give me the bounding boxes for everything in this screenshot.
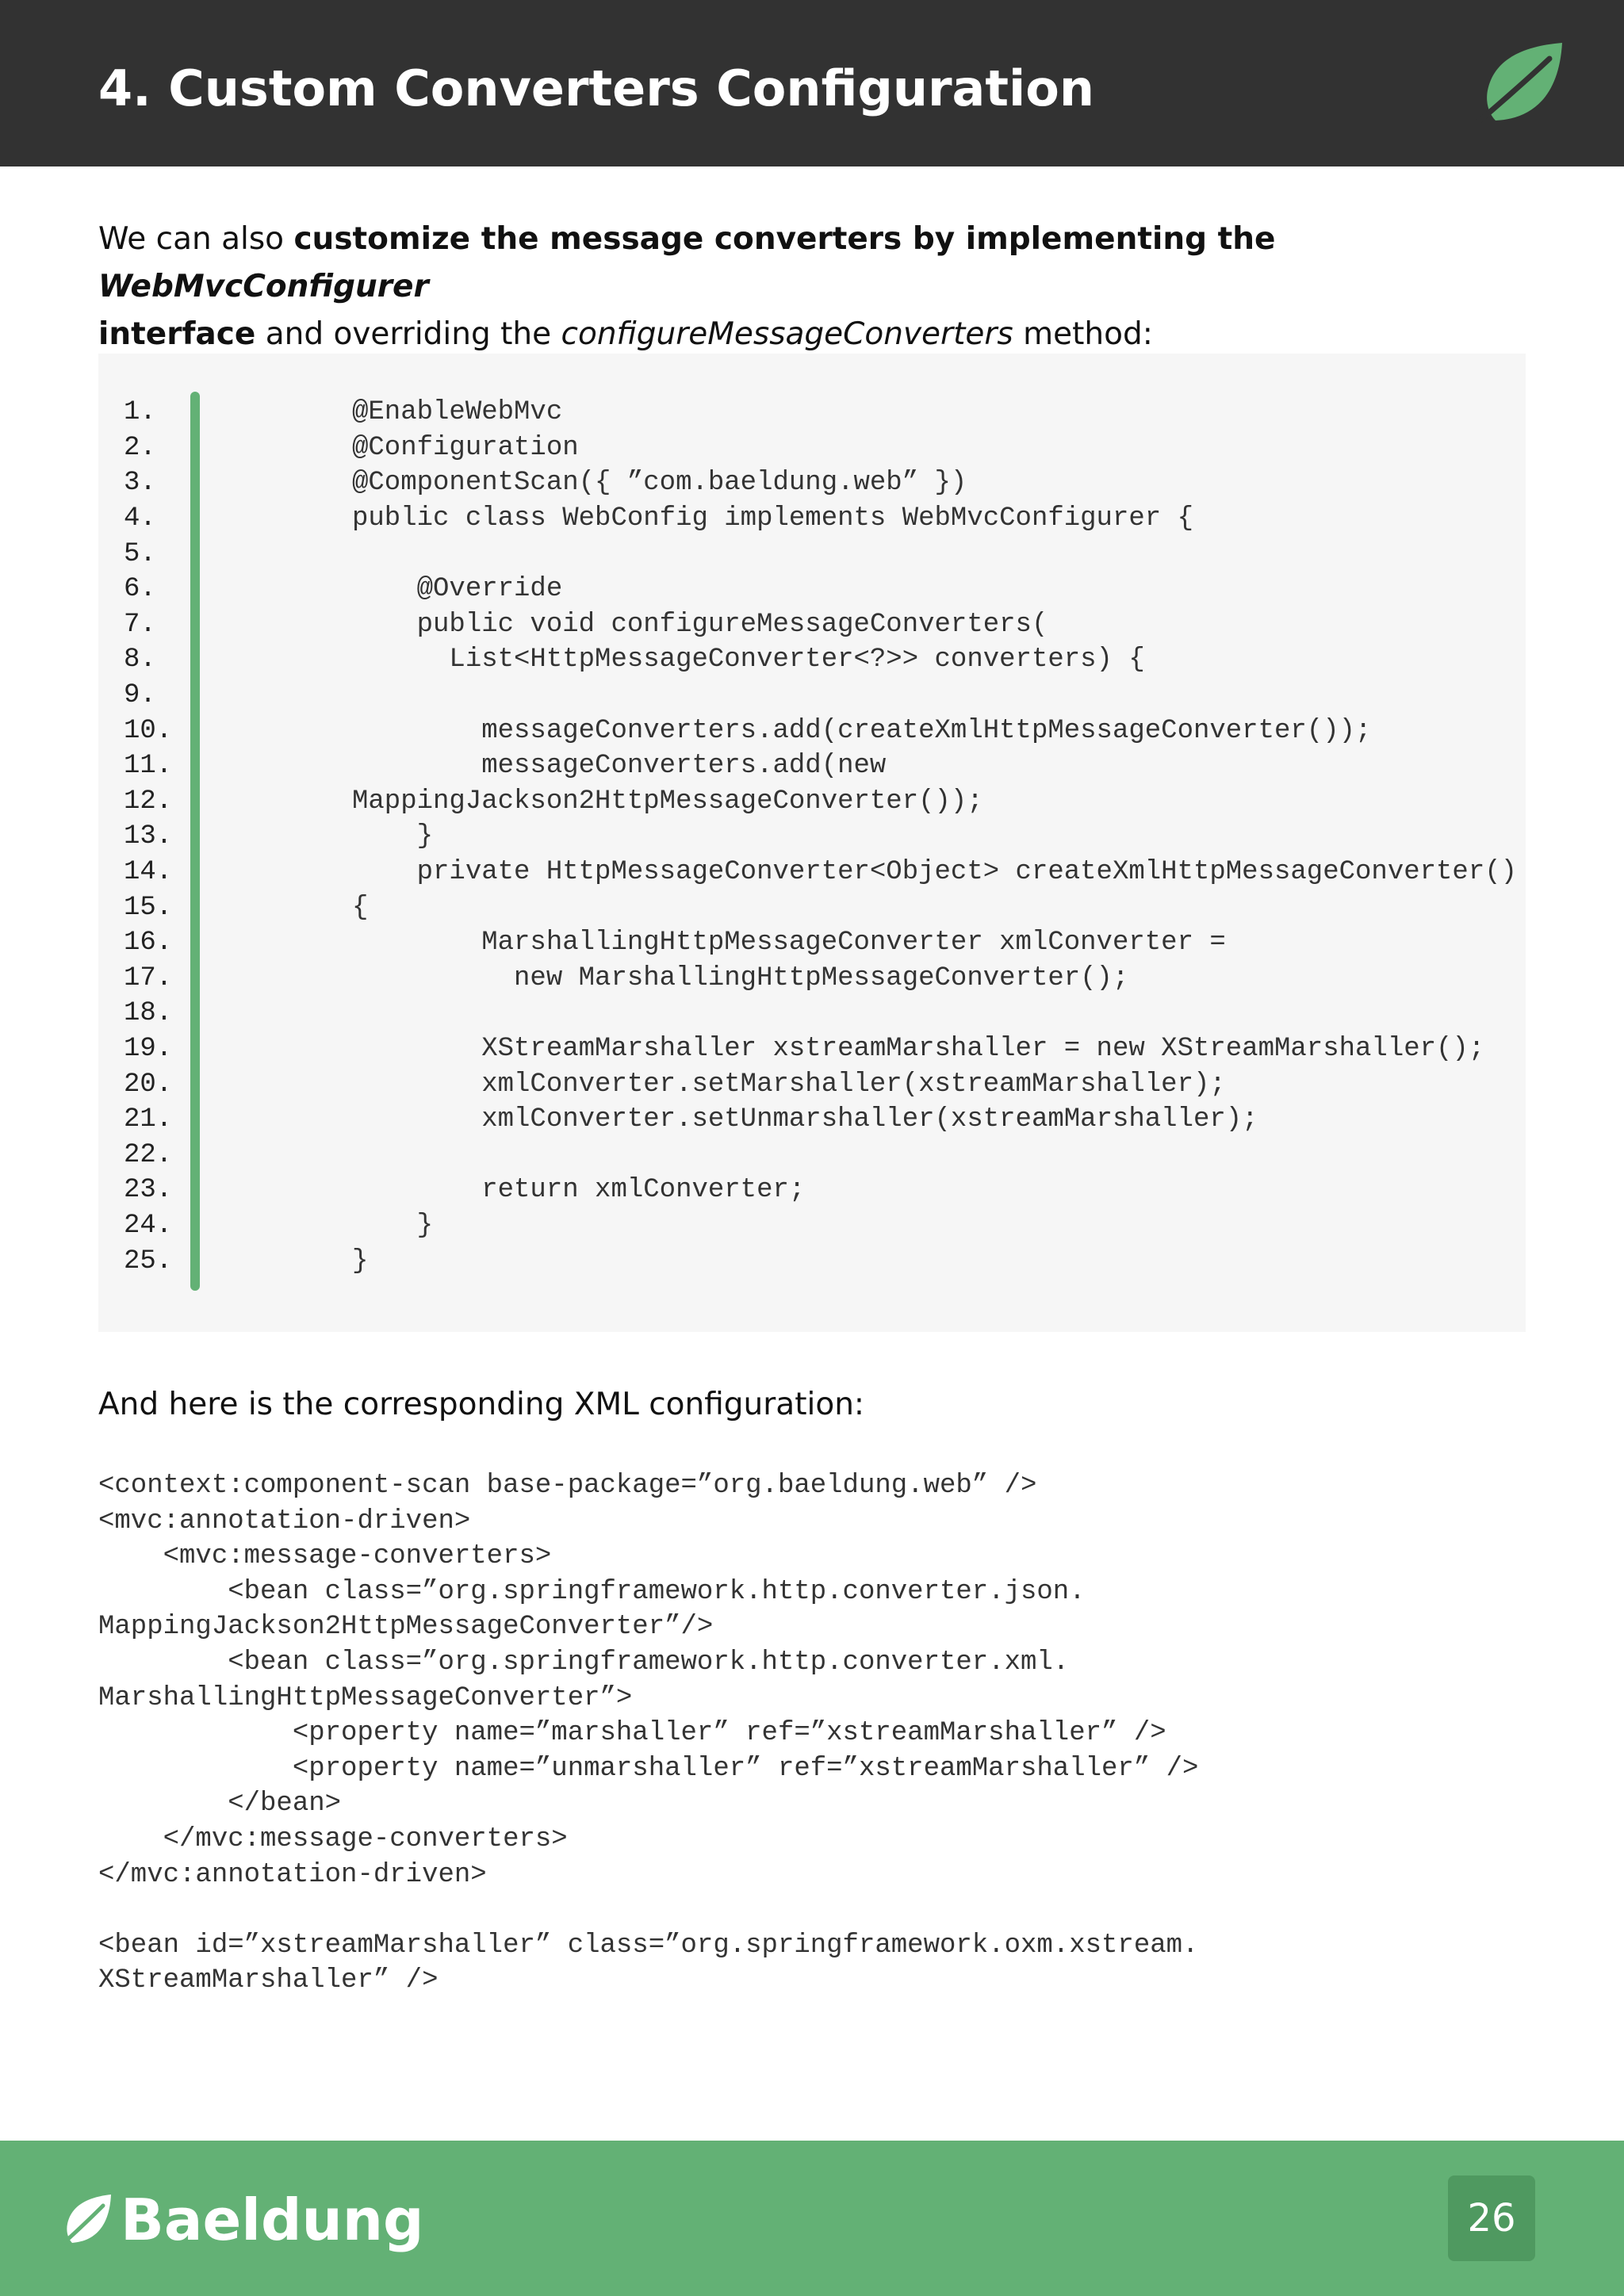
line-number: 21.	[124, 1104, 173, 1135]
intro-method-name: configureMessageConverters	[561, 316, 1013, 352]
intro-bold-text: customize the message converters by implementing the	[293, 221, 1276, 257]
xml-line: XStreamMarshaller” />	[98, 1965, 439, 1996]
xml-line: <property name=”marshaller” ref=”xstreamMarshaller” />	[98, 1718, 1166, 1749]
line-number: 2.	[124, 432, 156, 463]
leaf-icon	[60, 2194, 113, 2246]
code-line	[124, 430, 579, 466]
code-lines	[124, 395, 1518, 1279]
code-line	[124, 961, 1129, 997]
code-line	[124, 855, 1518, 890]
line-number: 18.	[124, 998, 173, 1029]
xml-line: <bean class=”org.springframework.http.converter.xml.	[98, 1647, 1070, 1678]
intro-text: We can also	[98, 221, 294, 257]
line-number: 13.	[124, 821, 173, 852]
code-accent-bar	[190, 392, 200, 1291]
line-number: 23.	[124, 1175, 173, 1206]
page-title: 4. Custom Converters Configuration	[98, 59, 1095, 117]
xml-line: </mvc:message-converters>	[98, 1823, 568, 1854]
code-line	[124, 465, 967, 501]
code-line	[124, 748, 887, 784]
leaf-icon	[1477, 41, 1565, 124]
code-line	[124, 784, 983, 820]
line-number: 4.	[124, 503, 156, 534]
code-line	[124, 572, 563, 607]
line-number: 20.	[124, 1069, 173, 1100]
line-number: 14.	[124, 857, 173, 888]
line-number: 24.	[124, 1210, 173, 1241]
line-number: 12.	[124, 786, 173, 817]
code-line-text: @ComponentScan({ ”com.baeldung.web” })	[352, 468, 967, 499]
code-line	[124, 713, 1372, 748]
code-line-text: @Configuration	[352, 432, 579, 463]
intro-text-3: method:	[1013, 316, 1153, 352]
xml-line: <context:component-scan base-package=”org.baeldung.web” />	[98, 1471, 1037, 1501]
line-number: 17.	[124, 962, 173, 993]
code-line-text: XStreamMarshaller xstreamMarshaller = new XStreamMarshaller();	[352, 1033, 1485, 1064]
code-line-text: xmlConverter.setUnmarshaller(xstreamMarshaller);	[352, 1104, 1258, 1135]
code-line-text: @Override	[352, 574, 563, 605]
code-line-text: messageConverters.add(new	[352, 751, 887, 782]
code-line-text: List<HttpMessageConverter<?>> converters) {	[352, 645, 1145, 675]
xml-intro-paragraph: And here is the corresponding XML configuration:	[98, 1387, 865, 1422]
code-line	[124, 1137, 187, 1173]
line-number: 11.	[124, 751, 173, 782]
code-line-text: MarshallingHttpMessageConverter xmlConverter =	[352, 928, 1226, 959]
line-number: 9.	[124, 680, 156, 711]
page-number: 26	[1448, 2175, 1535, 2261]
line-number: 1.	[124, 397, 156, 428]
code-line	[124, 819, 434, 855]
code-line-text: private HttpMessageConverter<Object> createXmlHttpMessageConverter()	[352, 857, 1518, 888]
brand-logo	[60, 2188, 424, 2252]
line-number: 25.	[124, 1246, 173, 1276]
code-line-text: }	[352, 1246, 369, 1276]
xml-line: <bean id=”xstreamMarshaller” class=”org.springframework.oxm.xstream.	[98, 1930, 1199, 1961]
xml-code	[98, 1468, 1198, 1999]
xml-line: MarshallingHttpMessageConverter”>	[98, 1682, 633, 1713]
xml-line	[98, 1892, 1198, 1928]
intro-bold-interface: interface	[98, 316, 256, 352]
brand-name: Baeldung	[121, 2187, 424, 2253]
xml-line: <bean class=”org.springframework.http.converter.json.	[98, 1576, 1086, 1607]
code-line-text: }	[352, 1210, 434, 1241]
code-line	[124, 1066, 1226, 1102]
code-line	[124, 925, 1226, 961]
code-line	[124, 1243, 369, 1279]
xml-line: <mvc:annotation-driven>	[98, 1506, 471, 1536]
code-line	[124, 1208, 434, 1244]
line-number: 10.	[124, 715, 173, 746]
code-line	[124, 890, 369, 925]
code-line-text: public void configureMessageConverters(	[352, 609, 1048, 640]
line-number: 7.	[124, 609, 156, 640]
line-number: 22.	[124, 1139, 173, 1170]
xml-line: </mvc:annotation-driven>	[98, 1859, 487, 1890]
line-number: 16.	[124, 928, 173, 959]
line-number: 15.	[124, 892, 173, 923]
xml-line: MappingJackson2HttpMessageConverter”/>	[98, 1612, 714, 1643]
line-number: 5.	[124, 538, 156, 569]
line-number: 19.	[124, 1033, 173, 1064]
code-line	[124, 1031, 1485, 1067]
xml-line: <mvc:message-converters>	[98, 1541, 552, 1572]
code-line-text: new MarshallingHttpMessageConverter();	[352, 962, 1129, 993]
intro-interface-name: WebMvcConfigurer	[98, 269, 429, 304]
code-line	[124, 1102, 1258, 1138]
line-number: 6.	[124, 574, 156, 605]
code-line-text: public class WebConfig implements WebMvcConfigurer {	[352, 503, 1193, 534]
code-line	[124, 607, 1048, 643]
line-number: 3.	[124, 468, 156, 499]
page-header	[0, 0, 1624, 166]
code-line-text: @EnableWebMvc	[352, 397, 563, 428]
code-line	[124, 1173, 806, 1208]
code-line-text: {	[352, 892, 369, 923]
code-line	[124, 501, 1193, 537]
line-number: 8.	[124, 645, 156, 675]
code-line-text: messageConverters.add(createXmlHttpMessageConverter());	[352, 715, 1372, 746]
intro-text-2: and overriding the	[255, 316, 561, 352]
code-line-text: }	[352, 821, 434, 852]
intro-paragraph	[98, 216, 1526, 358]
code-line	[124, 395, 563, 430]
code-line	[124, 536, 187, 572]
code-line	[124, 678, 187, 714]
xml-line: <property name=”unmarshaller” ref=”xstreamMarshaller” />	[98, 1753, 1199, 1784]
code-line	[124, 642, 1145, 678]
code-block	[98, 354, 1526, 1332]
code-line-text: xmlConverter.setMarshaller(xstreamMarshaller);	[352, 1069, 1226, 1100]
code-line	[124, 996, 187, 1031]
xml-line: </bean>	[98, 1789, 342, 1820]
code-line-text: MappingJackson2HttpMessageConverter());	[352, 786, 983, 817]
code-line-text: return xmlConverter;	[352, 1175, 806, 1206]
